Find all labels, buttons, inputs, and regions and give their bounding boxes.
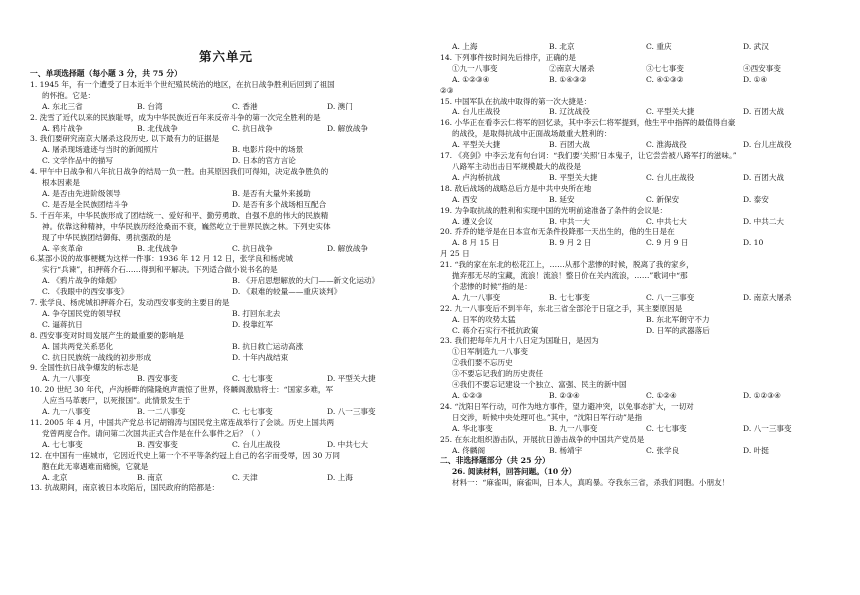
question-text: 6.某部小说的故事梗概为这样一件事：1936 年 12 月 12 日，张学良和杨虎城	[30, 254, 293, 264]
question-text: 10. 20 世纪 30 年代，卢沟桥畔的隆隆炮声震惊了世界，佟麟阁激励将士：“国家多难，军	[30, 385, 334, 395]
answer-option: B. 中共一大	[549, 216, 590, 226]
answer-option: D. 八一三事变	[327, 407, 376, 417]
answer-option: D. 叶挺	[743, 445, 769, 455]
answer-option: C. 平型关大捷	[646, 107, 695, 117]
answer-option: A. 《鸦片战争的烽烟》	[42, 276, 121, 286]
option-row	[30, 244, 422, 255]
option-row	[440, 107, 840, 118]
question-continuation: 材料一：“麻雀叫，麻雀叫，日本人，真呜暴。夺我东三省，杀我们同胞。小朋友！	[452, 478, 730, 488]
answer-option: D. 澳门	[327, 101, 353, 111]
question-text: 2. 洗雪了近代以来的民族耻辱，成为中华民族近百年来反帝斗争的第一次完全胜利的是	[30, 112, 321, 122]
answer-option: A. 国共两党关系恶化	[42, 341, 114, 351]
answer-option: A. 北京	[42, 472, 68, 482]
answer-option: C. 蒋介石实行不抵抗政策	[452, 325, 539, 335]
answer-option: A. ①②③④	[452, 74, 490, 84]
question-continuation: 八路军主动出击日军规模最大的战役是	[452, 161, 582, 171]
answer-option: B. 杨靖宇	[549, 445, 583, 455]
answer-option: D. 中共七大	[327, 439, 369, 449]
answer-option: A. 鸦片战争	[42, 123, 83, 133]
answer-option: B. 北伐战争	[137, 243, 178, 253]
question-continuation: ②我们要不忘历史	[452, 358, 513, 368]
option-row	[440, 195, 840, 206]
option-row	[440, 75, 840, 86]
answer-option: C. 文学作品中的描写	[42, 156, 114, 166]
answer-option: A. 佟麟阁	[452, 445, 486, 455]
answer-option: C. ④①③②	[646, 74, 684, 84]
question-text: 1. 1945 年，有一个遭受了日本近半个世纪殖民统治的地区，在抗日战争胜利后回到了祖国	[30, 79, 335, 89]
question-continuation: 的战役，是取得抗战中正面战场最重大胜利的：	[452, 129, 612, 139]
option-row	[440, 140, 840, 151]
answer-option: B. ②③④	[549, 391, 580, 400]
question-continuation: 个悲惨的时候”指的是：	[452, 281, 532, 291]
answer-option: A. 东北三省	[42, 101, 83, 111]
answer-option: C. 七七事变	[232, 374, 273, 384]
answer-option: D. 是否有多个战场相互配合	[232, 199, 327, 209]
answer-option: B. 东北军朗守不力	[646, 314, 710, 324]
answer-option: D. 八一三事变	[743, 423, 792, 433]
option-row	[30, 320, 422, 331]
question-text: 17. 《亮剑》中李云龙有句台词：“我们要‘关照’日本鬼子，让它尝尝被八路军打的滋味。”	[440, 151, 737, 161]
answer-option: D. 平型关大捷	[327, 374, 376, 384]
answer-option: D. 南京大屠杀	[743, 292, 792, 302]
answer-option: B. 平型关大捷	[549, 172, 598, 182]
question-continuation: ④我们不要忘记建设一个独立、富强、民主的新中国	[452, 380, 627, 390]
answer-option: A. 九一八事变	[452, 292, 501, 302]
answer-option: D. 台儿庄战役	[743, 140, 792, 150]
answer-option: C. 重庆	[646, 42, 672, 51]
option-row	[440, 424, 840, 435]
option-row	[440, 64, 840, 75]
question-text: 8. 西安事变对时局发展产生的最重要的影响是	[30, 330, 184, 340]
question-text: 18. 敌后战场的战略总后方是中共中央所在地	[440, 183, 592, 193]
page-title: 第六单元	[198, 49, 253, 64]
question-continuation: 根本因素是	[42, 178, 80, 188]
answer-option: B. 七七事变	[549, 292, 590, 302]
option-row	[30, 189, 422, 200]
question-text: 24. “沈阳日军行动，可作为地方事件，望力避冲突，以免事态扩大，一切对	[440, 401, 694, 411]
answer-option: C. 抗日战争	[232, 123, 273, 133]
option-row	[440, 293, 840, 304]
option-row	[30, 353, 422, 364]
answer-option: D. 解放战争	[327, 123, 369, 133]
answer-option: B. 辽沈战役	[549, 107, 590, 117]
answer-option: A. 日军的攻势太猛	[452, 314, 516, 324]
answer-option: B. 一二八事变	[137, 407, 186, 417]
question-continuation: 党曾两度合作。请问第二次国共正式合作是在什么事件之后？（ ）	[42, 428, 265, 438]
option-row	[30, 407, 422, 418]
option-row	[440, 217, 840, 228]
question-text: 22. 九一八事变后不到半年，东北三省全部沦于日寇之手，其主要原因是	[440, 303, 683, 313]
answer-option: A. 8 月 15 日	[452, 238, 500, 248]
answer-option: C. 淮海战役	[646, 140, 687, 150]
option-row	[30, 156, 422, 167]
answer-option: B. 电影片段中的场景	[232, 145, 304, 155]
answer-option: A. 遵义会议	[452, 216, 493, 226]
right-column	[440, 0, 840, 489]
answer-option: ③七七事变	[646, 63, 684, 73]
answer-option: C. 台儿庄战役	[232, 439, 281, 449]
section-heading: 二、非选择题部分（共 25 分）	[440, 456, 550, 466]
question-text: 11. 2005 年 4 月，中国共产党总书记胡锦涛与国民党主席连战举行了会谈。历史上国共两	[30, 418, 335, 427]
answer-option: C. 香港	[232, 101, 258, 111]
left-column	[30, 0, 422, 494]
question-continuation: 人应当马革裹尸，以死报国”。此情景发生于	[42, 396, 191, 406]
option-row	[30, 200, 422, 211]
answer-option: B. 是否有大量外来援助	[232, 188, 311, 198]
answer-option: D. 十年内战结束	[232, 352, 289, 362]
question-text: 16. 小华正在看李云仁将军的回忆录，其中李云仁将军提到，他生平中指挥的最值得自豪	[440, 118, 736, 128]
question-text: 13. 抗战期间，南京被日本攻陷后，国民政府的陪都是：	[30, 483, 220, 493]
question-text: ②③	[440, 85, 454, 95]
question-text: 4. 甲午中日战争和八年抗日战争的结局一负一胜。由其原因我们可得知，决定战争胜负的	[30, 167, 329, 177]
question-text: 15. 中国军队在抗战中取得的第一次大捷是：	[440, 96, 592, 106]
answer-option: A. ①②③	[452, 391, 483, 400]
answer-option: D. 10	[743, 238, 764, 248]
answer-option: ④西安事变	[743, 63, 781, 73]
answer-option: C. 新保安	[646, 194, 680, 204]
question-text: 25. 在东北组织游击队，开展抗日游击战争的中国共产党员是	[440, 434, 645, 444]
right-question-list	[440, 42, 840, 489]
left-question-list	[30, 80, 422, 494]
question-continuation: 日交涉，听候中央处理可也。”其中，“沈阳日军行动”是指	[452, 412, 643, 422]
answer-option: B. 百团大战	[549, 140, 590, 150]
question-text: 12. 在中国有一座城市，它因近代史上第一个不平等条约冠上自己的名字而受辱，因 30 万同	[30, 450, 340, 460]
answer-option: C. 七七事变	[232, 407, 273, 417]
question-text: 23. 我们把每年九月十八日定为国耻日，是因为	[440, 336, 599, 346]
answer-option: A. 辛亥革命	[42, 243, 83, 253]
question-continuation: 的怀抱。它是：	[42, 90, 96, 100]
answer-option: A. 七七事变	[42, 439, 83, 449]
answer-option: A. 西安	[452, 194, 478, 204]
question-text: 20. 乔乔的姥爷是在日本宣布无条件投降那一天出生的，他的生日是在	[440, 227, 675, 237]
option-row	[30, 342, 422, 353]
option-row	[30, 124, 422, 135]
answer-option: B. 北京	[549, 42, 575, 51]
question-continuation: 神。依靠这种精神，中华民族历经沧桑而不衰，巍然屹立于世界民族之林。下列史实体	[42, 221, 331, 231]
option-row	[30, 287, 422, 298]
section-heading: 一、单项选择题（每小题 3 分，共 75 分）	[30, 69, 182, 78]
answer-option: A. 华北事变	[452, 423, 493, 433]
question-continuation: 现了中华民族团结御侮、勇抗强敌的是	[42, 232, 172, 242]
answer-option: C. 抗日战争	[232, 243, 273, 253]
answer-option: C. 《我眼中的西安事变》	[42, 287, 129, 297]
option-row	[30, 309, 422, 320]
answer-option: B. 抗日救亡运动高涨	[232, 341, 304, 351]
answer-option: D. 百团大战	[743, 172, 785, 182]
answer-option: B. 九一八事变	[549, 423, 598, 433]
option-row	[30, 374, 422, 385]
answer-option: C. ①②④	[646, 391, 677, 400]
answer-option: A. 是否由先进阶级领导	[42, 188, 121, 198]
question-text: 14. 下列事件按时间先后排序，正确的是	[440, 52, 576, 62]
question-heading: 26. 阅读材料，回答问题。（10 分）	[452, 467, 576, 477]
answer-option: D. 武汉	[743, 42, 769, 51]
answer-option: B. 9 月 2 日	[549, 238, 592, 248]
question-text: 月 25 日	[440, 249, 470, 259]
question-continuation: 实行“兵谏”，扣押蒋介石……得到和平解决。下列适合做小说书名的是	[42, 265, 278, 275]
answer-option: A. 屠杀现场遗迹与当时的新闻照片	[42, 145, 159, 155]
answer-option: C. 中共七大	[646, 216, 687, 226]
answer-option: A. 卢沟桥抗战	[452, 172, 501, 182]
question-text: 21. “我的家在东北的松花江上，……从那个悲惨的时候，脱离了我的家乡，	[440, 260, 694, 270]
answer-option: D. ①②③④	[743, 391, 781, 400]
option-row	[440, 391, 840, 402]
option-row	[440, 173, 840, 184]
answer-option: B. 北伐战争	[137, 123, 178, 133]
option-row	[30, 440, 422, 451]
question-text: 9. 全国性抗日战争爆发的标志是	[30, 363, 139, 373]
question-text: 7. 张学良、杨虎城扣押蒋介石，发动西安事变的主要目的是	[30, 298, 230, 308]
answer-option: C. 抗日民族统一战线的初步形成	[42, 352, 152, 362]
answer-option: D. 上海	[327, 472, 353, 482]
answer-option: A. 上海	[452, 42, 478, 51]
answer-option: B. 西安事变	[137, 374, 178, 384]
answer-option: A. 九一八事变	[42, 374, 91, 384]
answer-option: ②南京大屠杀	[549, 63, 595, 73]
answer-option: A. 平型关大捷	[452, 140, 501, 150]
answer-option: C. 9 月 9 日	[646, 238, 689, 248]
question-continuation: ③不要忘记我们的历史责任	[452, 369, 544, 379]
option-row	[440, 42, 840, 53]
answer-option: B. 打回东北去	[232, 308, 281, 318]
option-row	[440, 315, 840, 326]
answer-option: D. 百团大战	[743, 107, 785, 117]
answer-option: B. 西安事变	[137, 439, 178, 449]
question-text: 19. 为争取抗战的胜利和实现中国的光明前途准备了条件的会议是：	[440, 205, 668, 215]
answer-option: B. 南京	[137, 472, 163, 482]
answer-option: A. 九一八事变	[42, 407, 91, 417]
answer-option: D. 日军的武器落后	[646, 325, 710, 335]
answer-option: C. 天津	[232, 472, 258, 482]
option-row	[440, 238, 840, 249]
answer-option: C. 台儿庄战役	[646, 172, 695, 182]
answer-option: D. 泰安	[743, 194, 769, 204]
option-row	[440, 446, 840, 457]
option-row	[30, 145, 422, 156]
question-continuation: ①日军制造九一八事变	[452, 347, 528, 357]
question-continuation: 胞在此无辜遇难而痛惋，它就是	[42, 461, 149, 471]
answer-option: B. 《开启思想解放的大门——新文化运动》	[232, 276, 380, 286]
option-row	[440, 326, 840, 337]
answer-option: B. 延安	[549, 194, 575, 204]
option-row	[30, 276, 422, 287]
answer-option: C. 八一三事变	[646, 292, 695, 302]
question-text: 3. 我们要研究南京大屠杀这段历史, 以下最有力的证据是	[30, 134, 220, 144]
option-row	[30, 473, 422, 484]
answer-option: D. 日本的官方言论	[232, 156, 296, 166]
answer-option: B. ①④③②	[549, 74, 587, 84]
answer-option: B. 台湾	[137, 101, 163, 111]
answer-option: D. 中共二大	[743, 216, 785, 226]
answer-option: C. 七七事变	[646, 423, 687, 433]
answer-option: D. ①④	[743, 74, 768, 84]
answer-option: ①九一八事变	[452, 63, 498, 73]
answer-option: C. 张学良	[646, 445, 680, 455]
question-text: 5. 千百年来，中华民族形成了团结统一、爱好和平、勤劳勇敢、自强不息的伟大的民族精	[30, 210, 329, 220]
question-continuation: 抛弃那无尽的宝藏，流浪！流浪！整日价在关内流浪，……”歌词中“那	[452, 271, 688, 281]
option-row	[30, 102, 422, 113]
answer-option: C. 是否是全民族团结斗争	[42, 199, 129, 209]
answer-option: C. 逼蒋抗日	[42, 319, 83, 329]
answer-option: D. 投靠红军	[232, 319, 274, 329]
answer-option: D. 解放战争	[327, 243, 369, 253]
answer-option: A. 争夺国民党的领导权	[42, 308, 121, 318]
answer-option: D. 《艰难的较量——重庆谈判》	[232, 287, 342, 297]
answer-option: A. 台儿庄战役	[452, 107, 501, 117]
